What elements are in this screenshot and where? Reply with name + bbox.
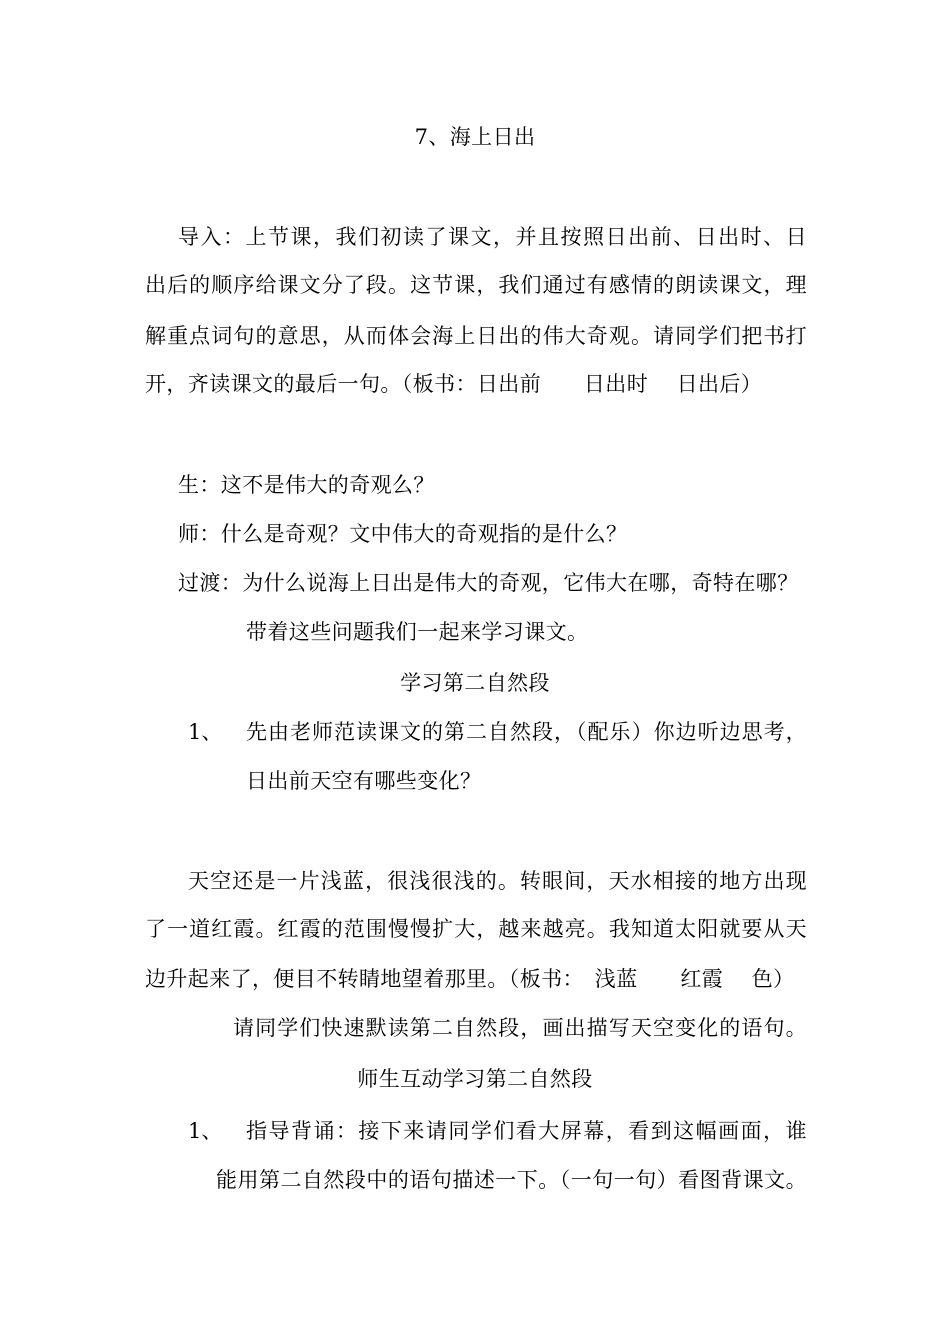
- intro-line-2: 出后的顺序给课文分了段。这节课，我们通过有感情的朗读课文，理: [145, 273, 807, 297]
- step-2-line-1: 指导背诵：接下来请同学们看大屏幕，看到这幅画面，谁: [246, 1119, 807, 1143]
- dialogue-transition-cont: 带着这些问题我们一起来学习课文。: [246, 620, 589, 644]
- dialogue-transition: 过渡：为什么说海上日出是伟大的奇观，它伟大在哪，奇特在哪？: [178, 571, 799, 595]
- passage-line-1: 天空还是一片浅蓝，很浅很浅的。转眼间，天水相接的地方出现: [188, 869, 807, 893]
- section-heading-1: 学习第二自然段: [400, 671, 550, 695]
- step-2-line-2: 能用第二自然段中的语句描述一下。（一句一句）看图背课文。: [216, 1168, 807, 1192]
- intro-line-3: 解重点词句的意思，从而体会海上日出的伟大奇观。请同学们把书打: [145, 324, 807, 348]
- step-1-number: 1、: [188, 720, 223, 744]
- instruction-text: 请同学们快速默读第二自然段，画出描写天空变化的语句。: [233, 1016, 807, 1040]
- step-1-line-1: 先由老师范读课文的第二自然段，（配乐）你边听边思考，: [246, 720, 807, 744]
- section-heading-2: 师生互动学习第二自然段: [357, 1067, 593, 1091]
- document-title: 7、海上日出: [414, 125, 536, 149]
- dialogue-student: 生：这不是伟大的奇观么？: [178, 473, 435, 497]
- step-2-number: 1、: [188, 1119, 223, 1143]
- intro-line-4: 开，齐读课文的最后一句。（板书：日出前 日出时 日出后）: [145, 372, 763, 396]
- intro-line-1: 导入：上节课，我们初读了课文，并且按照日出前、日出时、日: [178, 225, 807, 249]
- dialogue-teacher: 师：什么是奇观？文中伟大的奇观指的是什么？: [178, 522, 628, 546]
- step-1-line-2: 日出前天空有哪些变化？: [246, 769, 482, 793]
- passage-line-2: 了一道红霞。红霞的范围慢慢扩大，越来越亮。我知道太阳就要从天: [145, 917, 807, 941]
- passage-line-3: 边升起来了，便目不转睛地望着那里。（板书： 浅蓝 红霞 色）: [145, 967, 795, 991]
